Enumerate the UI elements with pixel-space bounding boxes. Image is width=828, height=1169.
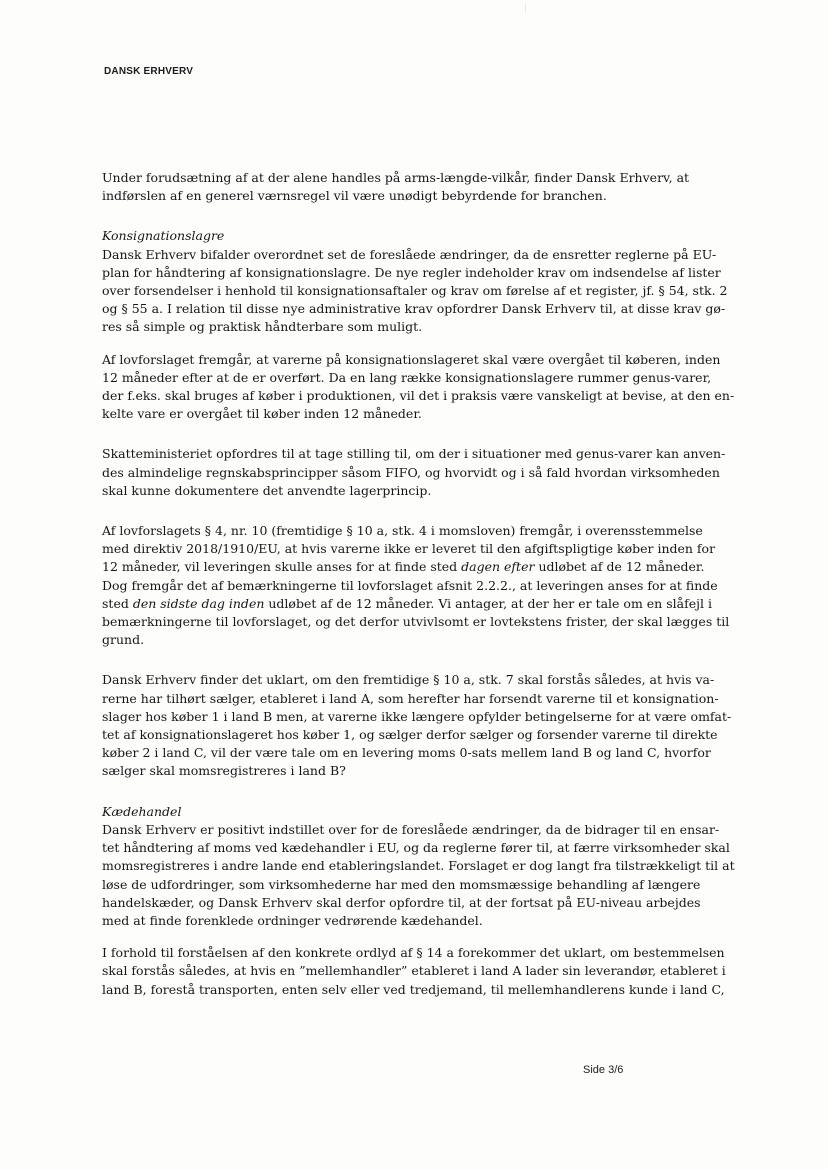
emphasis-text: dagen efter [461, 559, 535, 575]
scan-mark [525, 4, 526, 12]
text-line: skal forstås således, at hvis en ”mellemhandler” etableret i land A lader sin leverandør, etableret i [102, 963, 726, 979]
text-line: Dog fremgår det af bemærkningerne til lovforslaget afsnit 2.2.2., at leveringen anses for at finde [102, 577, 718, 593]
organization-header: DANSK ERHVERV [104, 66, 194, 77]
emphasis-text: den sidste dag inden [132, 595, 265, 611]
document-body [102, 169, 735, 999]
text-line: bemærkningerne til lovforslaget, og det derfor utvivlsomt er lovtekstens frister, der skal lægges til [102, 614, 730, 630]
text-line: Dansk Erhverv er positivt indstillet over for de foreslåede ændringer, da de bidrager til en ensar- [102, 821, 720, 837]
text-line: Under forudsætning af at der alene handles på arms-længde-vilkår, finder Dansk Erhverv, at [102, 170, 690, 185]
text-line: slager hos køber 1 i land B men, at varerne ikke længere opfylder betingelserne for at være omfat- [102, 708, 732, 724]
paragraph-directive [102, 522, 730, 649]
text-line: og § 55 a. I relation til disse nye administrative krav opfordrer Dansk Erhverv til, at disse krav gø- [102, 301, 726, 317]
text-line: tet håndtering af moms ved kædehandler i EU, og da reglerne fører til, at færre virksomheder skal [102, 840, 730, 856]
paragraph-12-months [102, 351, 735, 424]
text-line: Skatteministeriet opfordres til at tage stilling til, om der i situationer med genus-varer kan anven- [102, 446, 726, 462]
text-line: skal kunne dokumentere det anvendte lagerprincip. [102, 482, 432, 498]
text-line: Dansk Erhverv bifalder overordnet set de foreslåede ændringer, da de ensretter reglerne på EU- [102, 246, 717, 262]
page-number: Side 3/6 [583, 1064, 624, 1076]
text-line: sælger skal momsregistreres i land B? [102, 763, 346, 779]
section-heading: Konsignationslagre [102, 228, 225, 244]
section-heading: Kædehandel [102, 803, 182, 819]
text-line: land B, forestå transporten, enten selv eller ved tredjemand, til mellemhandlerens kunde i land C, [102, 981, 725, 997]
text-line: plan for håndtering af konsignationslagre. De nye regler indeholder krav om indsendelse af lister [102, 264, 721, 280]
text-line: der f.eks. skal bruges af køber i produktionen, vil det i praksis være vanskeligt at bevise, at den en- [102, 388, 735, 404]
text-line: des almindelige regnskabsprincipper såsom FIFO, og hvorvidt og i så fald hvordan virksomheden [102, 464, 720, 480]
text-line: Af lovforslaget fremgår, at varerne på konsignationslageret skal være overgået til køberen, inden [102, 351, 721, 367]
text-line: 12 måneder efter at de er overført. Da en lang række konsignationslagere rummer genus-varer, [102, 369, 712, 385]
text-line: res så simple og praktisk håndterbare som muligt. [102, 319, 423, 335]
text-line: momsregistreres i andre lande end etableringslandet. Forslaget er dog langt fra tilstrækkeligt til at [102, 858, 735, 874]
text-line: løse de udfordringer, som virksomhederne har med den momsmæssige behandling af længere [102, 876, 701, 892]
section-konsignationslagre [102, 227, 728, 336]
text-run: 12 måneder, vil leveringen skulle anses for at finde sted [102, 559, 462, 575]
text-line: rerne har tilhørt sælger, etableret i land A, som herefter har forsendt varerne til et konsignation- [102, 690, 719, 706]
text-run: udløbet af de 12 måneder. [534, 559, 705, 575]
text-line: Af lovforslagets § 4, nr. 10 (fremtidige § 10 a, stk. 4 i momsloven) fremgår, i overensstemmelse [102, 523, 703, 539]
text-line: med at finde forenklede ordninger vedrørende kædehandel. [102, 912, 483, 928]
text-run: udløbet af de 12 måneder. Vi antager, at der her er tale om en slåfejl i [264, 595, 712, 611]
text-line: handelskæder, og Dansk Erhverv skal derfor opfordre til, at der fortsat på EU-niveau arbejdes [102, 894, 701, 910]
text-line: grund. [102, 632, 145, 648]
text-run: sted [102, 595, 133, 611]
text-line [102, 595, 714, 613]
text-line: I forhold til forståelsen af den konkrete ordlyd af § 14 a forekommer det uklart, om bestemmelsen [102, 945, 725, 961]
text-line: over forsendelser i henhold til konsignationsaftaler og krav om førelse af et register, jf. § 54, stk. 2 [102, 283, 728, 299]
text-line: med direktiv 2018/1910/EU, at hvis varerne ikke er leveret til den afgiftspligtige køber inden for [102, 541, 716, 557]
section-kaedehandel [102, 803, 735, 930]
text-line: kelte vare er overgået til køber inden 12 måneder. [102, 406, 422, 422]
text-line: indførslen af en generel værnsregel vil være unødigt bebyrdende for branchen. [102, 188, 607, 204]
text-line: tet af konsignationslageret hos køber 1, og sælger derfor sælger og forsender varerne til direkte [102, 727, 718, 743]
paragraph-14a [102, 944, 726, 999]
text-line: Dansk Erhverv finder det uklart, om den fremtidige § 10 a, stk. 7 skal forstås således, at hvis va- [102, 672, 715, 688]
text-line: køber 2 i land C, vil der være tale om en levering moms 0-sats mellem land B og land C, hvorfor [102, 745, 711, 761]
paragraph-10a-stk7 [102, 671, 732, 780]
paragraph-arms-length [102, 169, 714, 205]
text-line [102, 558, 714, 576]
paragraph-fifo [102, 445, 726, 500]
